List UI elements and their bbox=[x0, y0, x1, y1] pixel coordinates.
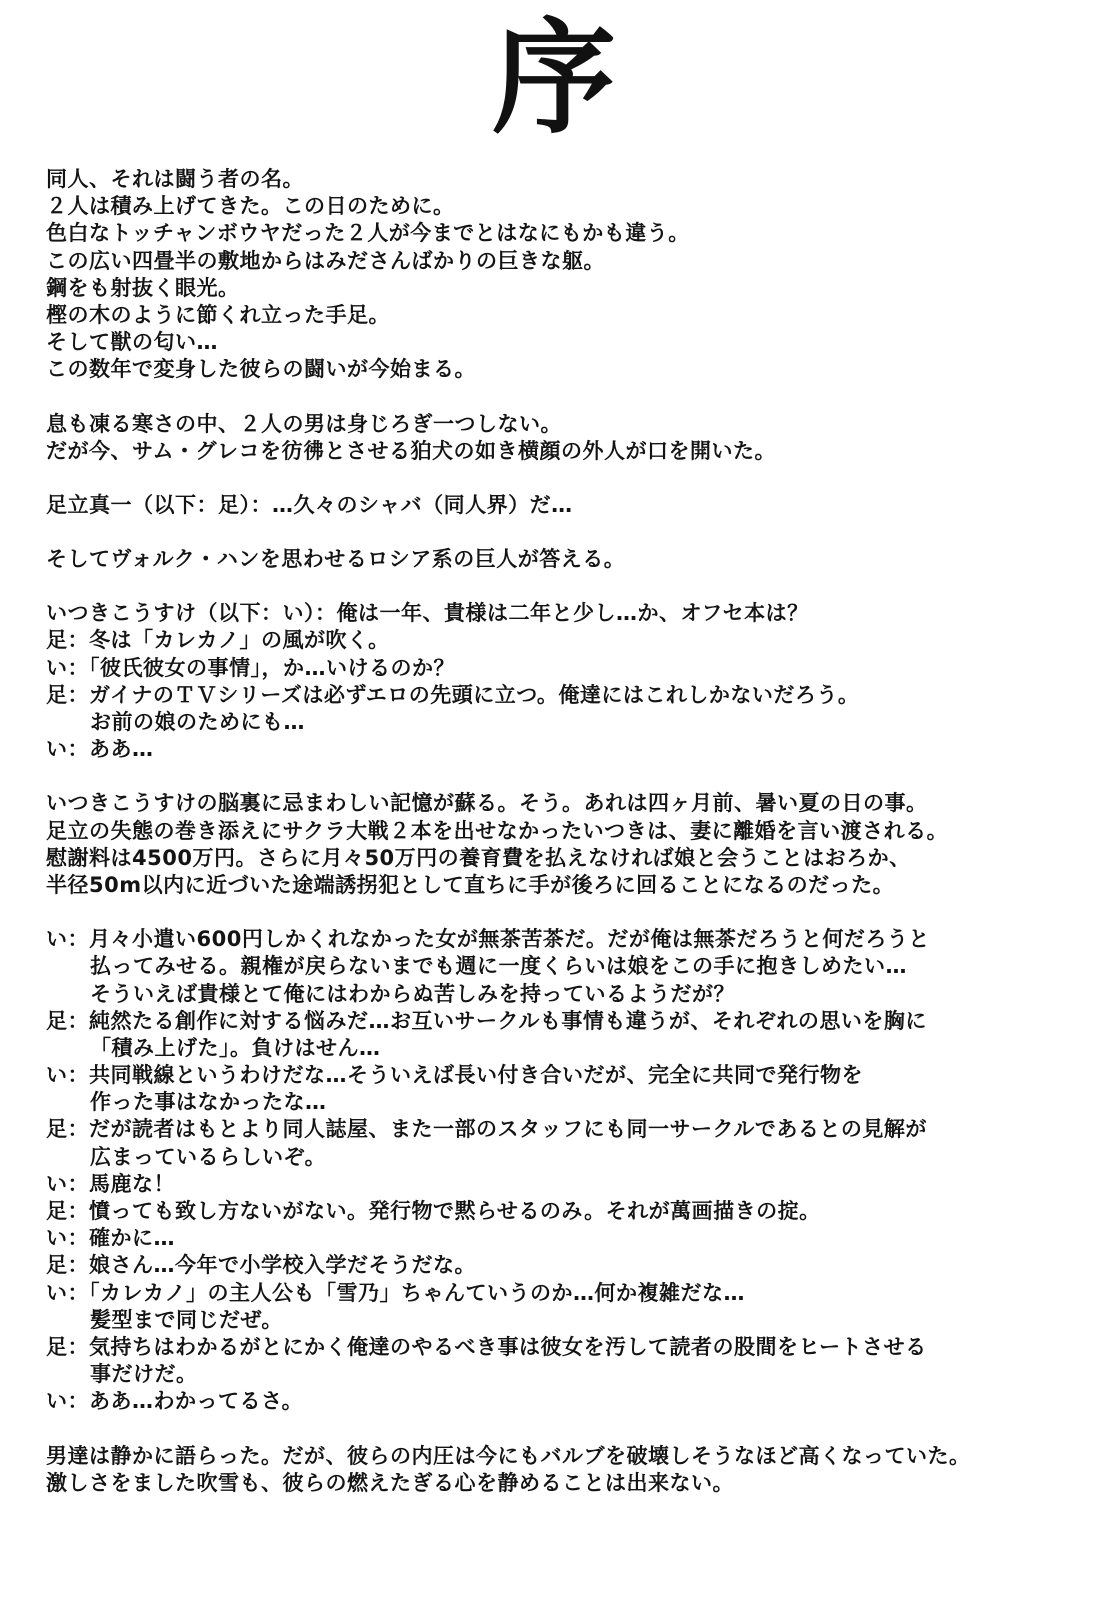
paragraph-gap bbox=[46, 899, 1086, 926]
text-line: 足：気持ちはわかるがとにかく俺達のやるべき事は彼女を汚して読者の股間をヒートさせる bbox=[46, 1334, 927, 1359]
text-line: 鋼をも射抜く眼光。 bbox=[46, 275, 240, 300]
text-line: 色白なトッチャンボウヤだった２人が今までとはなにもかも違う。 bbox=[46, 221, 690, 246]
paragraph-gap bbox=[46, 763, 1086, 790]
text-line: 息も凍る寒さの中、２人の男は身じろぎ一つしない。 bbox=[46, 411, 562, 436]
text-line: 足立真一（以下：足）：…久々のシャバ（同人界）だ… bbox=[46, 492, 573, 517]
text-line: 樫の木のように節くれ立った手足。 bbox=[46, 302, 390, 327]
body-text bbox=[46, 166, 1086, 1497]
text-line: ２人は積み上げてきた。この日のために。 bbox=[46, 194, 455, 219]
text-line: 作った事はなかったな… bbox=[90, 1090, 327, 1115]
text-line: お前の娘のためにも… bbox=[90, 710, 305, 734]
text-line: この広い四畳半の敷地からはみださんばかりの巨きな躯。 bbox=[46, 248, 605, 273]
text-line: い：馬鹿な！ bbox=[46, 1171, 175, 1196]
paragraph-gap bbox=[46, 384, 1086, 411]
paragraph-gap bbox=[46, 1416, 1086, 1443]
text-line: 足：純然たる創作に対する悩みだ…お互いサークルも事情も違うが、それぞれの思いを胸に bbox=[46, 1008, 927, 1033]
text-line: い：ああ…わかってるさ。 bbox=[46, 1389, 304, 1414]
text-line: だが今、サム・グレコを彷彿とさせる狛犬の如き横顔の外人が口を開いた。 bbox=[46, 438, 776, 463]
text-line: そして獣の匂い… bbox=[46, 330, 218, 355]
text-line: そういえば貴様とて俺にはわからぬ苦しみを持っているようだが？ bbox=[90, 981, 735, 1006]
paragraph bbox=[46, 411, 1086, 465]
text-line: 足：憤っても致し方ないがない。発行物で黙らせるのみ。それが萬画描きの掟。 bbox=[46, 1199, 821, 1223]
text-line: 事だけだ。 bbox=[90, 1362, 198, 1387]
text-line: 同人、それは闘う者の名。 bbox=[46, 167, 304, 191]
text-line: 男達は静かに語らった。だが、彼らの内圧は今にもバルブを破壊しそうなほど高くなっていた。 bbox=[46, 1443, 971, 1468]
text-line: い：「彼氏彼女の事情」，か…いけるのか？ bbox=[46, 655, 455, 680]
text-line: 足：だが読者はもとより同人誌屋、また一部のスタッフにも同一サークルであるとの見解が bbox=[46, 1117, 927, 1142]
text-line: いつきこうすけ（以下：い）：俺は一年、貴様は二年と少し…か、オフセ本は？ bbox=[46, 601, 809, 626]
text-line: 足立の失態の巻き添えにサクラ大戦２本を出せなかったいつきは、妻に離婚を言い渡される。 bbox=[46, 818, 949, 843]
paragraph bbox=[46, 166, 1086, 384]
text-line: い：確かに… bbox=[46, 1226, 175, 1251]
paragraph bbox=[46, 1443, 1086, 1497]
text-line: 半径50m以内に近づいた途端誘拐犯として直ちに手が後ろに回ることになるのだった。 bbox=[46, 872, 895, 897]
page-title: 序 bbox=[491, 6, 616, 151]
text-line: い：「カレカノ」の主人公も「雪乃」ちゃんていうのか…何か複雑だな… bbox=[46, 1280, 745, 1305]
text-line: 慰謝料は4500万円。さらに月々50万円の養育費を払えなければ娘と会うことはおろか、 bbox=[46, 845, 911, 870]
text-line: 足：冬は「カレカノ」の風が吹く。 bbox=[46, 628, 390, 653]
text-line: い：ああ… bbox=[46, 737, 154, 762]
paragraph bbox=[46, 790, 1086, 899]
text-line: そしてヴォルク・ハンを思わせるロシア系の巨人が答える。 bbox=[46, 547, 626, 572]
text-line: 足：ガイナのＴＶシリーズは必ずエロの先頭に立つ。俺達にはこれしかないだろう。 bbox=[46, 682, 860, 707]
paragraph bbox=[46, 492, 1086, 519]
text-line: この数年で変身した彼らの闘いが今始まる。 bbox=[46, 357, 476, 382]
paragraph-gap bbox=[46, 519, 1086, 546]
text-line: い：月々小遣い600円しかくれなかった女が無茶苦茶だ。だが俺は無茶だろうと何だろうと bbox=[46, 927, 930, 952]
paragraph-gap bbox=[46, 573, 1086, 600]
text-line: 払ってみせる。親権が戻らないまでも週に一度くらいは娘をこの手に抱きしめたい… bbox=[90, 954, 907, 979]
text-line: い：共同戦線というわけだな…そういえば長い付き合いだが、完全に共同で発行物を bbox=[46, 1063, 863, 1088]
paragraph bbox=[46, 926, 1086, 1415]
text-line: 広まっているらしいぞ。 bbox=[90, 1144, 327, 1169]
text-line: 「積み上げた」。負けはせん… bbox=[90, 1035, 381, 1060]
paragraph-gap bbox=[46, 465, 1086, 492]
text-line: 足：娘さん…今年で小学校入学だそうだな。 bbox=[46, 1253, 476, 1278]
text-line: 髪型まで同じだぜ。 bbox=[90, 1307, 283, 1332]
text-line: 激しさをました吹雪も、彼らの燃えたぎる心を静めることは出来ない。 bbox=[46, 1470, 734, 1495]
paragraph bbox=[46, 600, 1086, 763]
text-line: いつきこうすけの脳裏に忌まわしい記憶が蘇る。そう。あれは四ヶ月前、暑い夏の日の事。 bbox=[46, 791, 928, 816]
paragraph bbox=[46, 546, 1086, 573]
